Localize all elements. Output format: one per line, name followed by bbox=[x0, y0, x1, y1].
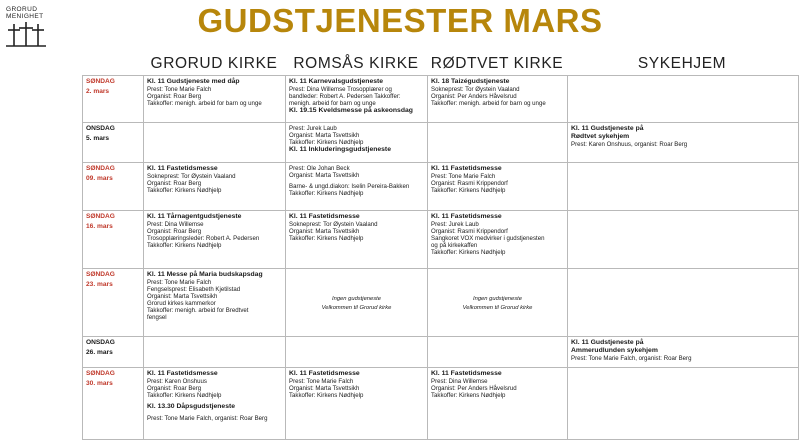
day-cell bbox=[83, 337, 144, 368]
detail-line: Organist: Roar Berg bbox=[147, 93, 202, 101]
detail-line: fengsel bbox=[147, 314, 167, 322]
detail-line: Fengselsprest: Elisabeth Kjetilstad bbox=[147, 286, 241, 294]
detail-line: Takkoffer: Kirkens Nødhjelp bbox=[289, 392, 364, 400]
service-title: Kl. 11 Gudstjeneste på bbox=[571, 339, 644, 346]
sykehjem-cell bbox=[568, 76, 799, 123]
romsas-cell bbox=[286, 163, 428, 211]
grorud-cell bbox=[144, 211, 286, 269]
no-service-note: Ingen gudstjeneste bbox=[332, 295, 381, 302]
no-service-note: Ingen gudstjeneste bbox=[473, 295, 522, 302]
detail-line: Organist: Roar Berg bbox=[147, 228, 202, 236]
rodtvet-cell bbox=[428, 163, 568, 211]
detail-line: Takkoffer: menigh. arbeid for barn og unge bbox=[147, 100, 262, 108]
detail-line: Prest: Tone Marie Falch bbox=[289, 378, 354, 385]
detail-line: Takkoffer: Kirkens Nødhjelp bbox=[289, 190, 364, 198]
detail-line: Takkoffer: Kirkens Nødhjelp bbox=[289, 139, 364, 147]
day-date: 5. mars bbox=[86, 135, 110, 143]
logo-line-1: GRORUD bbox=[6, 6, 38, 13]
detail-line: Barne- & ungd.diakon: Iselin Pereira-Bakken bbox=[289, 183, 410, 191]
service-title: Kl. 11 Fastetidsmesse bbox=[431, 370, 502, 377]
romsas-cell bbox=[286, 76, 428, 123]
table-row bbox=[83, 123, 799, 163]
day-date: 23. mars bbox=[86, 281, 113, 289]
service-title: Kl. 18 Taizégudstjeneste bbox=[431, 78, 510, 85]
sykehjem-cell bbox=[568, 123, 799, 163]
rodtvet-cell bbox=[428, 269, 568, 337]
service-title: Kl. 11 Fastetidsmesse bbox=[289, 213, 360, 220]
romsas-cell bbox=[286, 123, 428, 163]
romsas-cell bbox=[286, 269, 428, 337]
detail-line: Takkoffer: Kirkens Nødhjelp bbox=[431, 392, 506, 400]
day-name: SØNDAG bbox=[86, 370, 115, 377]
sykehjem-cell bbox=[568, 368, 799, 440]
day-cell bbox=[83, 211, 144, 269]
day-name: SØNDAG bbox=[86, 271, 115, 278]
day-cell bbox=[83, 123, 144, 163]
detail-line: Prest: Karen Onshuus, organist: Roar Berg bbox=[571, 141, 688, 148]
service-title: Ammerudlunden sykehjem bbox=[571, 347, 658, 354]
day-cell bbox=[83, 163, 144, 211]
table-row bbox=[83, 76, 799, 123]
detail-line: Sangkoret VOX medvirker i gudstjenesten bbox=[431, 235, 545, 243]
header-grorud-kirke: GRORUD KIRKE bbox=[150, 55, 278, 72]
detail-line: Takkoffer: Kirkens Nødhjelp bbox=[147, 187, 222, 195]
grorud-cell bbox=[144, 76, 286, 123]
welcome-note: Velkommen til Grorud kirke bbox=[321, 304, 392, 311]
rodtvet-cell bbox=[428, 123, 568, 163]
service-title: Kl. 11 Gudstjeneste med dåp bbox=[147, 78, 240, 85]
service-title: Kl. 11 Fastetidsmesse bbox=[431, 165, 502, 172]
rodtvet-cell bbox=[428, 337, 568, 368]
detail-line: Prest: Dina Willemse bbox=[147, 221, 204, 228]
day-date: 16. mars bbox=[86, 223, 113, 231]
detail-line: Sokneprest: Tor Øystein Vaaland bbox=[431, 86, 520, 93]
detail-line: menigh. arbeid for barn og unge bbox=[289, 100, 376, 108]
detail-line: Organist: Marta Tsvettsikh bbox=[289, 172, 360, 180]
detail-line: Sokneprest: Tor Øystein Vaaland bbox=[289, 221, 378, 228]
service-title: Kl. 13.30 Dåpsgudstjeneste bbox=[147, 403, 236, 411]
detail-line: Organist: Marta Tsvettsikh bbox=[289, 385, 360, 393]
service-title: Kl. 11 Messe på Maria budskapsdag bbox=[147, 271, 263, 278]
detail-line: Trosopplæringsleder: Robert A. Pedersen bbox=[147, 235, 260, 243]
grorud-cell bbox=[144, 337, 286, 368]
detail-line: Organist: Rasmi Krippendorf bbox=[431, 180, 508, 188]
detail-line: Takkoffer: menigh. arbeid for Bredtvet bbox=[147, 307, 249, 315]
sykehjem-cell bbox=[568, 269, 799, 337]
detail-line: Prest: Tone Marie Falch, organist: Roar Berg bbox=[147, 415, 268, 423]
detail-line: Organist: Per Anders Håvelsrud bbox=[431, 93, 517, 101]
detail-line: Prest: Jurek Laub bbox=[289, 125, 337, 132]
detail-line: Takkoffer: Kirkens Nødhjelp bbox=[147, 242, 222, 250]
header-sykehjem: SYKEHJEM bbox=[637, 55, 727, 72]
romsas-cell bbox=[286, 211, 428, 269]
day-name: SØNDAG bbox=[86, 165, 115, 172]
rodtvet-cell bbox=[428, 76, 568, 123]
day-cell bbox=[83, 76, 144, 123]
grorud-cell bbox=[144, 123, 286, 163]
sykehjem-cell bbox=[568, 211, 799, 269]
table-row bbox=[83, 269, 799, 337]
detail-line: Organist: Marta Tsvettsikh bbox=[289, 132, 360, 140]
detail-line: Prest: Tone Marie Falch bbox=[147, 279, 212, 286]
detail-line: Organist: Roar Berg bbox=[147, 180, 202, 188]
sykehjem-cell bbox=[568, 337, 799, 368]
detail-line: Takkoffer: Kirkens Nødhjelp bbox=[431, 249, 506, 257]
day-date: 30. mars bbox=[86, 380, 113, 388]
detail-line: Organist: Per Anders Håvelsrud bbox=[431, 385, 517, 393]
table-row bbox=[83, 163, 799, 211]
service-title: Kl. 11 Tårnagentgudstjeneste bbox=[147, 213, 242, 220]
rodtvet-cell bbox=[428, 368, 568, 440]
day-name: ONSDAG bbox=[86, 125, 115, 132]
service-title: Kl. 11 Fastetidsmesse bbox=[147, 370, 218, 377]
romsas-cell bbox=[286, 368, 428, 440]
detail-line: Takkoffer: menigh. arbeid for barn og unge bbox=[431, 100, 546, 108]
detail-line: Prest: Dina Willemse Trosopplærer og bbox=[289, 86, 392, 93]
grorud-cell bbox=[144, 269, 286, 337]
service-title: Kl. 11 Fastetidsmesse bbox=[431, 213, 502, 220]
grorud-cell bbox=[144, 368, 286, 440]
service-title: Kl. 11 Inkluderingsgudstjeneste bbox=[289, 146, 391, 154]
detail-line: Takkoffer: Kirkens Nødhjelp bbox=[289, 235, 364, 243]
detail-line: Organist: Marta Tsvettsikh bbox=[289, 228, 360, 236]
day-cell bbox=[83, 269, 144, 337]
detail-line: Organist: Roar Berg bbox=[147, 385, 202, 393]
detail-line: Prest: Tone Marie Falch bbox=[147, 86, 212, 93]
welcome-note: Velkommen til Grorud kirke bbox=[462, 304, 533, 311]
column-headers bbox=[143, 55, 797, 75]
grorud-cell bbox=[144, 163, 286, 211]
detail-line: Takkoffer: Kirkens Nødhjelp bbox=[147, 392, 222, 400]
day-name: SØNDAG bbox=[86, 78, 115, 85]
service-title: Kl. 11 Fastetidsmesse bbox=[147, 165, 218, 172]
logo-line-2: MENIGHET bbox=[6, 13, 44, 20]
day-name: SØNDAG bbox=[86, 213, 115, 220]
detail-line: Prest: Dina Willemse bbox=[431, 378, 488, 385]
detail-line: Organist: Rasmi Krippendorf bbox=[431, 228, 508, 236]
day-date: 26. mars bbox=[86, 349, 113, 357]
service-title: Kl. 11 Fastetidsmesse bbox=[289, 370, 360, 377]
table-row bbox=[83, 337, 799, 368]
day-cell bbox=[83, 368, 144, 440]
day-date: 09. mars bbox=[86, 175, 113, 183]
day-name: ONSDAG bbox=[86, 339, 115, 346]
header-romsas-kirke: ROMSÅS KIRKE bbox=[293, 55, 419, 72]
page-title: GUDSTJENESTER MARS bbox=[197, 2, 603, 39]
detail-line: Sokneprest: Tor Øystein Vaaland bbox=[147, 173, 236, 180]
detail-line: Takkoffer: Kirkens Nødhjelp bbox=[431, 187, 506, 195]
romsas-cell bbox=[286, 337, 428, 368]
detail-line: Grorud kirkes kammerkor bbox=[147, 300, 216, 308]
detail-line: bandleder: Robert A. Pedersen Takkoffer: bbox=[289, 93, 401, 101]
day-date: 2. mars bbox=[86, 88, 110, 96]
detail-line: Prest: Jurek Laub bbox=[431, 221, 479, 228]
detail-line: Prest: Tone Marie Falch, organist: Roar Berg bbox=[571, 355, 692, 362]
table-row bbox=[83, 211, 799, 269]
service-title: Kl. 11 Gudstjeneste på bbox=[571, 125, 644, 132]
rodtvet-cell bbox=[428, 211, 568, 269]
detail-line: Prest: Ole Johan Beck bbox=[289, 165, 350, 172]
detail-line: og på kirkekaffen bbox=[431, 242, 478, 250]
sykehjem-cell bbox=[568, 163, 799, 211]
service-title: Kl. 11 Karnevalsgudstjeneste bbox=[289, 78, 384, 85]
service-title: Rødtvet sykehjem bbox=[571, 133, 630, 140]
header-rodtvet-kirke: RØDTVET KIRKE bbox=[430, 55, 564, 72]
service-title: Kl. 19.15 Kveldsmesse på askeonsdag bbox=[289, 107, 413, 115]
detail-line: Organist: Marta Tsvettsikh bbox=[147, 293, 218, 301]
schedule-table bbox=[82, 75, 799, 440]
detail-line: Prest: Karen Onshuus bbox=[147, 378, 207, 385]
detail-line: Prest: Tone Marie Falch bbox=[431, 173, 496, 180]
table-row bbox=[83, 368, 799, 440]
